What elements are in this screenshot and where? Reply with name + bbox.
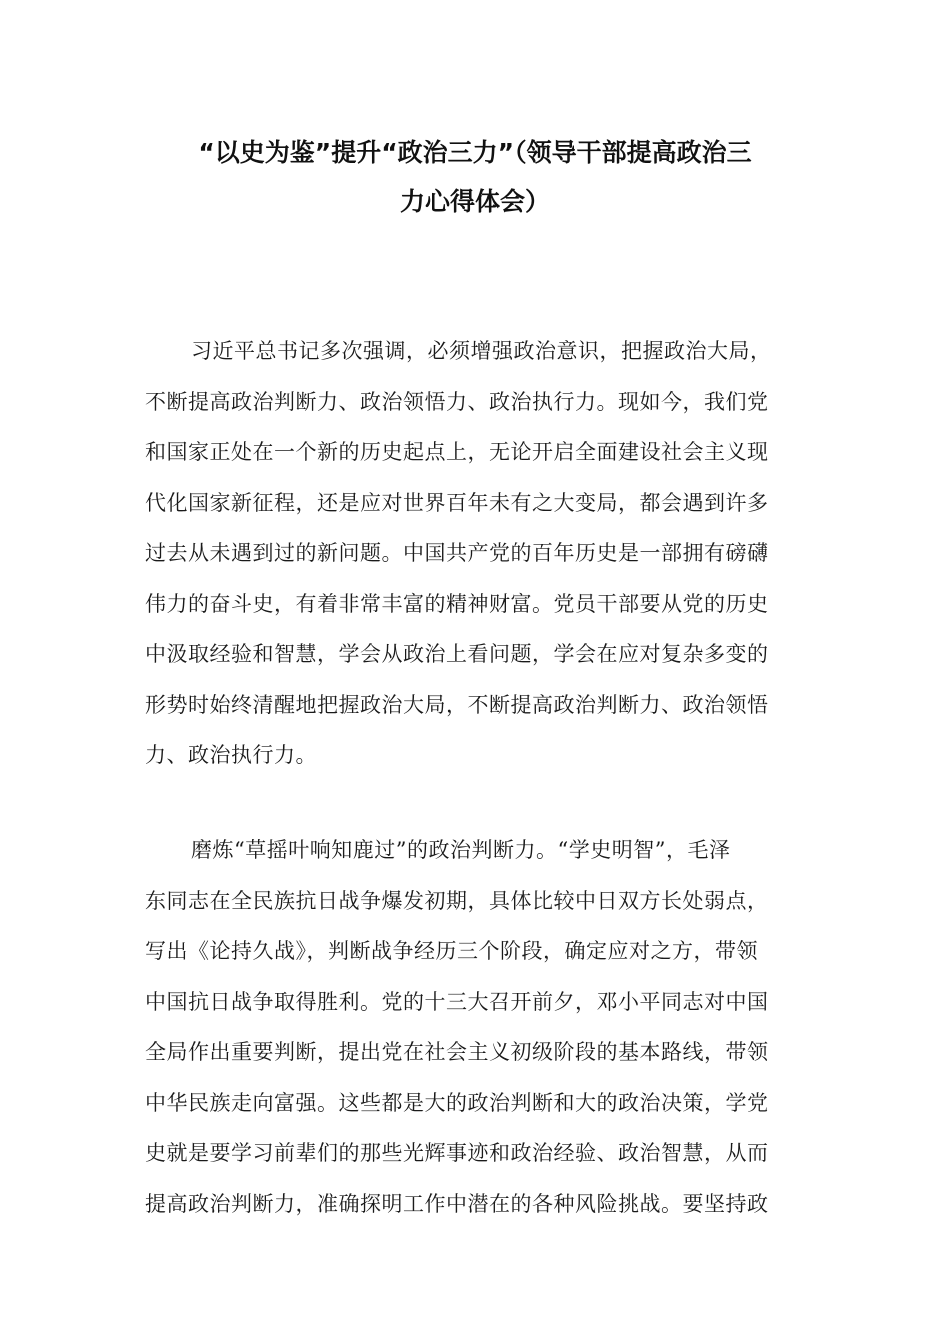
paragraph-line: 习近平总书记多次强调，必须增强政治意识，把握政治大局， xyxy=(191,339,772,363)
paragraph-line: 史就是要学习前辈们的那些光辉事迹和政治经验、政治智慧，从而 xyxy=(145,1141,769,1165)
paragraph-line: 形势时始终清醒地把握政治大局，不断提高政治判断力、政治领悟 xyxy=(145,692,769,717)
paragraph-line: 不断提高政治判断力、政治领悟力、政治执行力。现如今，我们党 xyxy=(145,389,769,414)
paragraph-line: 中国抗日战争取得胜利。党的十三大召开前夕，邓小平同志对中国 xyxy=(145,989,769,1014)
paragraph-line: 写出《论持久战》，判断战争经历三个阶段，确定应对之方，带领 xyxy=(145,939,758,963)
paragraph-line: 中华民族走向富强。这些都是大的政治判断和大的政治决策，学党 xyxy=(145,1090,769,1115)
paragraph-line: 伟力的奋斗史，有着非常丰富的精神财富。党员干部要从党的历史 xyxy=(145,591,769,616)
paragraph-line: 东同志在全民族抗日战争爆发初期，具体比较中日双方长处弱点， xyxy=(145,888,769,913)
paragraph-line: 磨炼“草摇叶响知鹿过”的政治判断力。“学史明智”，毛泽 xyxy=(191,838,731,862)
document-title xyxy=(145,128,805,226)
paragraph-line: 中汲取经验和智慧，学会从政治上看问题，学会在应对复杂多变的 xyxy=(145,642,769,666)
body-paragraph xyxy=(145,326,795,781)
paragraph-line: 提高政治判断力，准确探明工作中潜在的各种风险挑战。要坚持政 xyxy=(145,1191,769,1216)
paragraph-line: 过去从未遇到过的新问题。中国共产党的百年历史是一部拥有磅礴 xyxy=(145,541,769,565)
paragraph-line: 和国家正处在一个新的历史起点上，无论开启全面建设社会主义现 xyxy=(145,440,769,464)
title-line: “以史为鉴”提升“政治三力”（领导干部提高政治三 xyxy=(198,138,752,167)
title-line: 力心得体会） xyxy=(399,187,550,216)
body-paragraph xyxy=(145,825,795,1229)
paragraph-line: 全局作出重要判断，提出党在社会主义初级阶段的基本路线，带领 xyxy=(145,1040,769,1064)
paragraph-line: 代化国家新征程，还是应对世界百年未有之大变局，都会遇到许多 xyxy=(145,490,769,515)
paragraph-line: 力、政治执行力。 xyxy=(145,743,317,767)
